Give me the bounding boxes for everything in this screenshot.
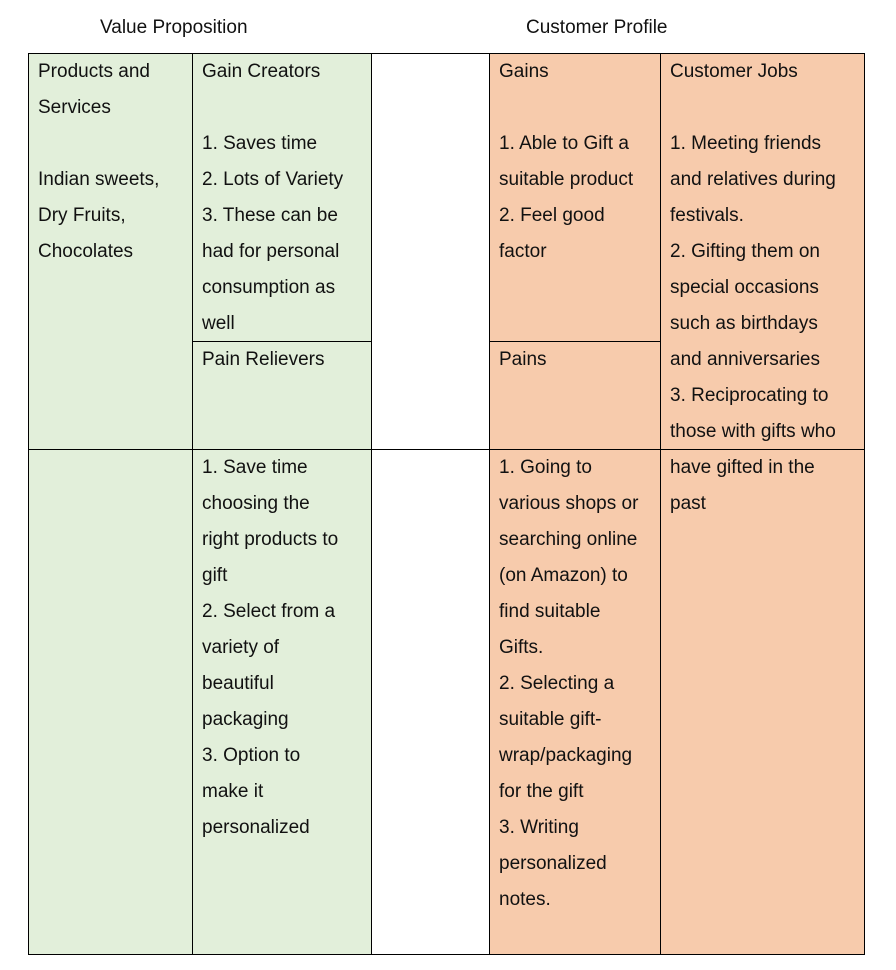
fit-gap-cell (371, 53, 490, 450)
fit-gap-cell-lower (371, 449, 490, 955)
gains-line: 1. Able to Gift a (499, 133, 629, 154)
pain-relievers-cell-lower (192, 449, 372, 955)
gains-cell (489, 53, 661, 342)
pain-relievers-line: beautiful (202, 673, 274, 694)
pain-relievers-line: gift (202, 565, 228, 586)
products-services-title: Products and Services (38, 61, 150, 118)
customer-jobs-line: 3. Reciprocating to (670, 385, 829, 406)
customer-jobs-line: those with gifts who (670, 421, 836, 442)
gain-creators-cell (192, 53, 372, 342)
customer-jobs-line: such as birthdays (670, 313, 818, 334)
customer-jobs-list (670, 126, 860, 450)
pains-cell-lower (489, 449, 661, 955)
pains-list (499, 450, 656, 918)
customer-jobs-line: and relatives during (670, 169, 836, 190)
gain-creators-title: Gain Creators (202, 61, 321, 82)
gains-title: Gains (499, 61, 549, 82)
products-services-list (38, 162, 188, 270)
pains-line: personalized (499, 853, 607, 874)
pains-line: searching online (499, 529, 638, 550)
pains-title: Pains (499, 349, 547, 370)
pain-relievers-list (202, 450, 367, 846)
pains-line: (on Amazon) to (499, 565, 628, 586)
pains-cell (489, 341, 661, 450)
pain-relievers-title: Pain Relievers (202, 349, 325, 370)
gain-creators-line: 3. These can be (202, 205, 338, 226)
customer-jobs-line: festivals. (670, 205, 744, 226)
customer-jobs-cell (660, 53, 865, 450)
gain-creators-line: 2. Lots of Variety (202, 169, 344, 190)
customer-jobs-title: Customer Jobs (670, 61, 798, 82)
products-services-cell (28, 53, 193, 450)
pains-line: suitable gift- (499, 709, 602, 730)
gain-creators-line: 1. Saves time (202, 133, 318, 154)
pain-relievers-line: 1. Save time (202, 457, 308, 478)
pain-relievers-line: packaging (202, 709, 289, 730)
customer-jobs-line: and anniversaries (670, 349, 820, 370)
products-services-line: Indian sweets, (38, 169, 160, 190)
customer-jobs-line: 1. Meeting friends (670, 133, 822, 154)
pains-line: 3. Writing (499, 817, 579, 838)
pains-line: 1. Going to (499, 457, 592, 478)
pain-relievers-line: make it (202, 781, 264, 802)
pain-relievers-line: right products to (202, 529, 339, 550)
pain-relievers-line: personalized (202, 817, 310, 838)
customer-jobs-line: 2. Gifting them on (670, 241, 820, 262)
customer-jobs-cell-lower (660, 449, 865, 955)
value-proposition-header: Value Proposition (100, 17, 248, 38)
gains-list (499, 126, 656, 270)
pain-relievers-line: variety of (202, 637, 280, 658)
gains-line: factor (499, 241, 547, 262)
gain-creators-line: had for personal (202, 241, 340, 262)
pains-line: Gifts. (499, 637, 544, 658)
customer-jobs-list-continued (670, 450, 860, 522)
pains-line: 2. Selecting a (499, 673, 615, 694)
products-services-cell-lower (28, 449, 193, 955)
gains-line: suitable product (499, 169, 634, 190)
pain-relievers-cell (192, 341, 372, 450)
gain-creators-line: consumption as (202, 277, 336, 298)
customer-jobs-line: special occasions (670, 277, 819, 298)
products-services-line: Chocolates (38, 241, 134, 262)
pain-relievers-line: 2. Select from a (202, 601, 336, 622)
products-services-line: Dry Fruits, (38, 205, 126, 226)
pains-line: notes. (499, 889, 551, 910)
gain-creators-line: well (202, 313, 235, 334)
customer-jobs-line: have gifted in the (670, 457, 815, 478)
customer-profile-header: Customer Profile (526, 17, 668, 38)
gains-line: 2. Feel good (499, 205, 605, 226)
pain-relievers-line: 3. Option to (202, 745, 301, 766)
gain-creators-list (202, 126, 367, 342)
customer-jobs-line: past (670, 493, 706, 514)
pains-line: for the gift (499, 781, 584, 802)
pains-line: various shops or (499, 493, 639, 514)
pains-line: wrap/packaging (499, 745, 633, 766)
pains-line: find suitable (499, 601, 601, 622)
value-proposition-canvas-table (28, 53, 865, 955)
pain-relievers-line: choosing the (202, 493, 310, 514)
